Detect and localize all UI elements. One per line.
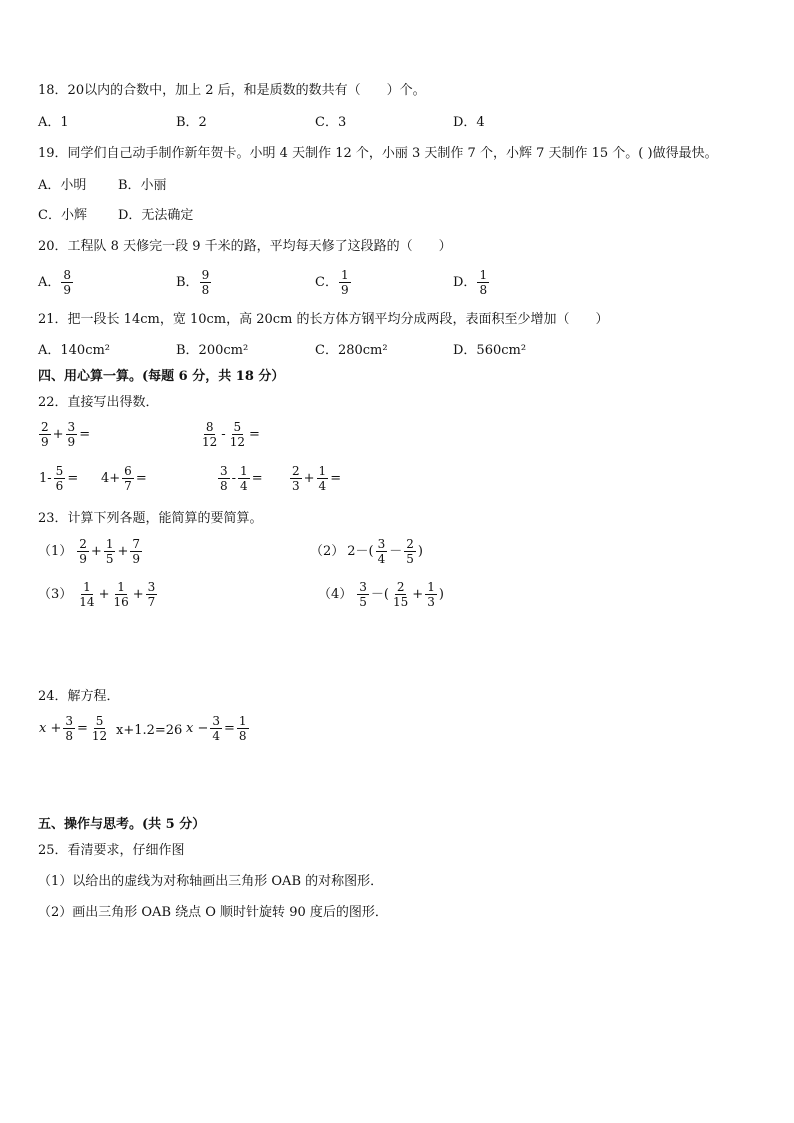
q18-option-a: A．1 (38, 115, 69, 130)
fraction: $\frac{3}{9}$ (67, 420, 76, 449)
q24-equation-2: x+1.2=26 (116, 723, 183, 738)
q20-option-c (315, 268, 352, 297)
q18-stem: 18．20以内的合数中，加上 2 后，和是质数的数共有（ ）个。 (38, 83, 426, 98)
q23-part-1: （1） $\frac{2}{9}$ + $\frac{1}{5}$ + $\frac{7}{9}$ (38, 537, 141, 566)
q18-option-d: D．4 (453, 115, 485, 130)
q22-expr-4: 4+ $\frac{6}{7}$ = (101, 464, 147, 493)
fraction: $\frac{2}{9}$ (41, 420, 49, 449)
fraction: $\frac{3}{8}$ (65, 714, 73, 743)
fraction: $\frac{1}{14}$ (79, 580, 95, 609)
q23-stem: 23．计算下列各题，能简算的要简算。 (38, 511, 263, 526)
q25-stem: 25．看清要求，仔细作图 (38, 843, 185, 858)
q22-stem: 22．直接写出得数． (38, 395, 159, 410)
q22-expr-2: $\frac{8}{12}$ - $\frac{5}{12}$ = (202, 420, 260, 449)
fraction: $\frac{3}{8}$ (220, 464, 228, 493)
option-label: B． (176, 274, 199, 290)
fraction: $\frac{5}{6}$ (55, 464, 64, 493)
q20-option-a (38, 268, 74, 297)
fraction: $\frac{3}{4}$ (377, 537, 386, 566)
q20-stem: 20．工程队 8 天修完一段 9 千米的路，平均每天修了这段路的（ ） (38, 239, 452, 254)
option-label: C． (315, 274, 338, 290)
q22-expr-5: $\frac{3}{8}$ - $\frac{1}{4}$ = (220, 464, 263, 493)
part-label: （2） (310, 543, 345, 559)
q24-equation-1: x + $\frac{3}{8}$ = $\frac{5}{12}$ (39, 714, 108, 743)
q21-stem: 21．把一段长 14cm，宽 10cm，高 20cm 的长方体方钢平均分成两段，表面积至少增加（ ） (38, 312, 609, 327)
section-5-title: 五、操作与思考。(共 5 分） (38, 817, 206, 832)
fraction: $\frac{2}{15}$ (393, 580, 409, 609)
part-label: （4） (318, 586, 353, 602)
q18-option-c: C．3 (315, 115, 347, 130)
q22-expr-6: $\frac{2}{3}$ + $\frac{1}{4}$ = (292, 464, 342, 493)
part-label: （3） (38, 586, 73, 602)
q21-option-b: B．200cm² (176, 343, 249, 358)
q22-expr-1: $\frac{2}{9}$ + $\frac{3}{9}$ = (41, 420, 91, 449)
q19-option-d: D．无法确定 (118, 208, 194, 223)
q19-stem: 19．同学们自己动手制作新年贺卡。小明 4 天制作 12 个，小丽 3 天制作 7 个，小辉 7 天制作 15 个。( )做得最快。 (38, 146, 718, 161)
fraction: $\frac{6}{7}$ (124, 464, 132, 493)
q20-option-b (176, 268, 212, 297)
fraction: $\frac{7}{9}$ (132, 537, 141, 566)
q24-equation-3: x − $\frac{3}{4}$ = $\frac{1}{8}$ (186, 714, 247, 743)
fraction: $\frac{3}{4}$ (212, 714, 220, 743)
q18-option-b: B．2 (176, 115, 207, 130)
fraction: $\frac{8}{9}$ (63, 268, 72, 297)
q21-option-d: D．560cm² (453, 343, 527, 358)
q19-option-c: C．小辉 (38, 208, 87, 223)
fraction: $\frac{1}{5}$ (105, 537, 114, 566)
fraction: $\frac{3}{5}$ (359, 580, 367, 609)
fraction: $\frac{9}{8}$ (201, 268, 210, 297)
q21-option-a: A．140cm² (38, 343, 111, 358)
fraction: $\frac{1}{8}$ (238, 714, 247, 743)
fraction: $\frac{1}{4}$ (318, 464, 327, 493)
fraction: $\frac{1}{3}$ (427, 580, 435, 609)
fraction: $\frac{1}{9}$ (340, 268, 349, 297)
fraction: $\frac{8}{12}$ (202, 420, 218, 449)
fraction: $\frac{1}{4}$ (240, 464, 248, 493)
section-4-title: 四、用心算一算。(每题 6 分，共 18 分） (38, 369, 285, 384)
fraction: $\frac{2}{9}$ (79, 537, 87, 566)
part-label: （1） (38, 543, 73, 559)
q25-sub-2: （2）画出三角形 OAB 绕点 O 顺时针旋转 90 度后的图形． (38, 905, 388, 920)
fraction: $\frac{1}{8}$ (479, 268, 488, 297)
fraction: $\frac{2}{5}$ (406, 537, 414, 566)
fraction: $\frac{1}{16}$ (113, 580, 129, 609)
q24-stem: 24．解方程． (38, 689, 120, 704)
q19-option-b: B．小丽 (118, 178, 167, 193)
fraction: $\frac{2}{3}$ (292, 464, 300, 493)
q23-part-3: （3） $\frac{1}{14}$ + $\frac{1}{16}$ + $\frac{3}{7}$ (38, 580, 156, 609)
fraction: $\frac{3}{7}$ (147, 580, 156, 609)
q22-expr-3: 1- $\frac{5}{6}$ = (39, 464, 79, 493)
option-label: D． (453, 274, 477, 290)
q19-option-a: A．小明 (38, 178, 87, 193)
q23-part-2: （2） 2－( $\frac{3}{4}$ － $\frac{2}{5}$ ) (310, 537, 423, 566)
q23-part-4: （4） $\frac{3}{5}$ －( $\frac{2}{15}$ + $\frac{1}{3}$ ) (318, 580, 444, 609)
q20-option-d (453, 268, 490, 297)
q21-option-c: C．280cm² (315, 343, 388, 358)
option-label: A． (38, 274, 61, 290)
fraction: $\frac{5}{12}$ (91, 714, 108, 743)
q25-sub-1: （1）以给出的虚线为对称轴画出三角形 OAB 的对称图形． (38, 874, 384, 889)
fraction: $\frac{5}{12}$ (229, 420, 245, 449)
